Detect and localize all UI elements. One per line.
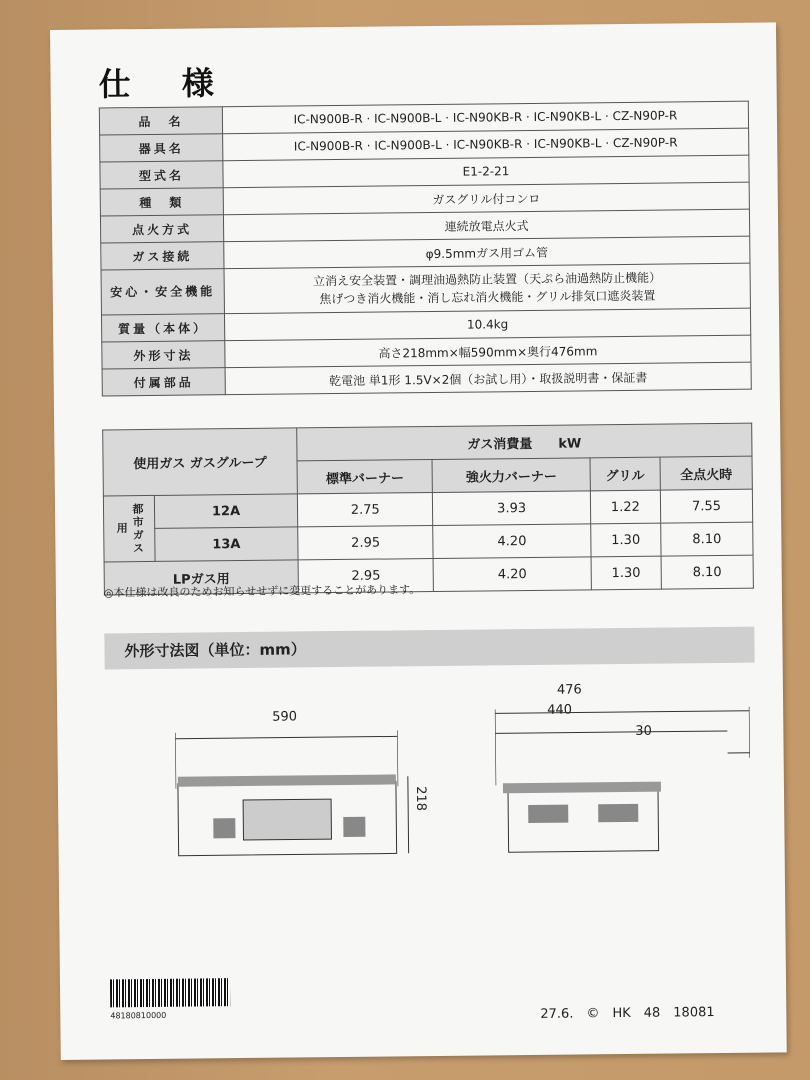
spec-label: 安心・安全機能 bbox=[101, 269, 224, 315]
spec-table bbox=[99, 101, 752, 397]
front-view-drawing bbox=[157, 716, 428, 859]
spec-label: ガス接続 bbox=[101, 242, 224, 270]
spec-label: 品 名 bbox=[99, 107, 222, 135]
spec-label: 種 類 bbox=[100, 188, 223, 216]
side-view-drawing bbox=[487, 703, 759, 856]
table-cell: 2.95 bbox=[298, 559, 434, 593]
spec-value-line: 10.4kg bbox=[466, 317, 509, 332]
manual-page bbox=[50, 22, 787, 1060]
spec-row bbox=[101, 263, 750, 315]
column-header: 強火力バーナー bbox=[432, 458, 590, 493]
page-title: 仕 様 bbox=[98, 64, 234, 104]
footer-code: 27.6. © HK 48 18081 bbox=[540, 1005, 715, 1022]
gas-consumption-table bbox=[102, 423, 754, 596]
column-header: 標準バーナー bbox=[297, 460, 433, 494]
gas-group: LPガス用 bbox=[104, 560, 298, 595]
depth-inner-dimension: 440 bbox=[547, 702, 573, 718]
table-cell: 1.22 bbox=[590, 490, 661, 524]
table-cell: 1.30 bbox=[591, 556, 662, 590]
height-dimension: 218 bbox=[412, 786, 429, 812]
spec-label: 器具名 bbox=[100, 134, 223, 162]
spec-note: ◎本仕様は改良のためお知らせせずに変更することがあります。 bbox=[103, 583, 421, 600]
dimension-section-header: 外形寸法図（単位：mm） bbox=[104, 627, 754, 670]
barcode bbox=[110, 978, 230, 1007]
spec-value bbox=[225, 362, 751, 395]
spec-label: 付属部品 bbox=[102, 368, 225, 396]
table-cell: 3.93 bbox=[433, 491, 591, 526]
table-cell: 4.20 bbox=[434, 557, 592, 592]
table-cell: 1.30 bbox=[590, 523, 661, 557]
table-cell: 4.20 bbox=[433, 524, 591, 559]
spec-label: 外形寸法 bbox=[102, 341, 225, 369]
spec-value-line: φ9.5mmガス用ゴム管 bbox=[425, 245, 549, 261]
spec-value-line: E1-2-21 bbox=[462, 164, 510, 179]
spec-label: 質量（本体） bbox=[101, 314, 224, 342]
barcode-number: 48180810000 bbox=[110, 1010, 167, 1021]
table-cell: 2.95 bbox=[298, 526, 434, 560]
spec-value-line: 高さ218mm×幅590mm×奥行476mm bbox=[378, 343, 598, 361]
table-cell: 2.75 bbox=[297, 493, 433, 527]
city-gas-label: 都市ガス用 bbox=[103, 495, 155, 562]
column-header: 全点火時 bbox=[660, 456, 752, 490]
spec-value-line: 立消え安全装置・調理油過熱防止装置（天ぷら油過熱防止機能） bbox=[313, 270, 662, 289]
table-cell: 7.55 bbox=[660, 489, 752, 523]
spec-label: 点火方式 bbox=[100, 215, 223, 243]
column-header: グリル bbox=[590, 457, 661, 491]
gas-group: 13A bbox=[155, 527, 298, 561]
table-cell: 8.10 bbox=[661, 555, 753, 589]
consumption-header: ガス消費量 kW bbox=[297, 423, 752, 461]
spec-label: 型式名 bbox=[100, 161, 223, 189]
table-cell: 8.10 bbox=[661, 522, 753, 556]
width-dimension: 590 bbox=[272, 709, 298, 725]
spec-row bbox=[102, 362, 751, 396]
gas-corner-header: 使用ガス ガスグループ bbox=[103, 428, 298, 496]
spec-value-line: 連続放電点火式 bbox=[444, 218, 529, 234]
spec-value-line: IC-N900B-R · IC-N900B-L · IC-N90KB-R · IC-N90KB-L · CZ-N90P-R bbox=[293, 135, 678, 154]
spec-value bbox=[224, 263, 750, 314]
spec-value-line: 焦げつき消火機能・消し忘れ消火機能・グリル排気口遮炎装置 bbox=[319, 288, 656, 307]
depth-total-dimension: 476 bbox=[556, 682, 582, 698]
spec-value-line: IC-N900B-R · IC-N900B-L · IC-N90KB-R · IC-N90KB-L · CZ-N90P-R bbox=[293, 108, 678, 127]
spec-value-line: ガスグリル付コンロ bbox=[432, 191, 541, 207]
gas-group: 12A bbox=[154, 494, 297, 528]
spec-value-line: 乾電池 単1形 1.5V×2個（お試し用）・取扱説明書・保証書 bbox=[328, 370, 648, 388]
offset-dimension: 30 bbox=[635, 723, 653, 739]
